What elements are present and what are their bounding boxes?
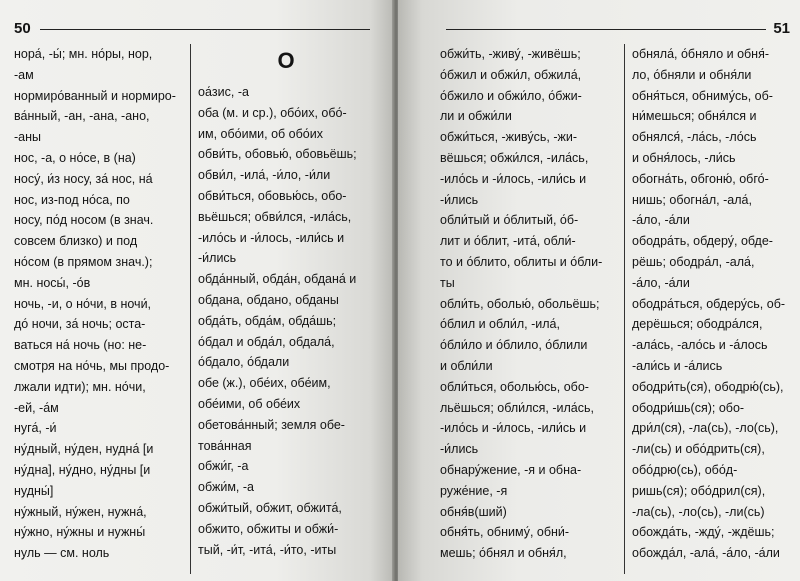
entry-line: носу́, и́з носу, за́ нос, на́ — [14, 171, 153, 186]
entry-line: -и́лись — [440, 442, 479, 457]
entry-column — [198, 44, 374, 560]
entry-line: оа́зис, -а — [198, 85, 249, 99]
entry-column — [440, 44, 618, 564]
entry-line: нос, -а, о но́се, в (на) — [14, 150, 136, 165]
entry-line: рёшь; ободра́л, -ала́, — [632, 254, 755, 269]
entry-line: ну́дный, ну́ден, нудна́ [и — [14, 442, 154, 457]
entry-line: обда́ть, обда́м, обда́шь; — [198, 313, 337, 328]
entry-line: до́ ночи, за́ ночь; оста- — [14, 317, 146, 332]
entry-line: обнару́жение, -я и обна- — [440, 462, 582, 477]
entry-line: обожда́ть, -жду́, -ждёшь; — [632, 525, 775, 540]
entry-line: обжи́тый, обжит, обжита́, — [198, 500, 342, 515]
entry-line: обви́л, -ила́, -и́ло, -и́ли — [198, 168, 331, 183]
entry-line: -али́сь и -а́лись — [632, 358, 723, 373]
entry-line: това́нная — [198, 438, 252, 453]
entry-line: ободра́ть, обдеру́, обде- — [632, 234, 773, 249]
entry-line: вьёшься; обви́лся, -ила́сь, — [198, 209, 352, 224]
page-number: 51 — [773, 20, 790, 37]
left-page — [0, 0, 394, 581]
entry-line: -ило́сь и -и́лось, -или́сь и — [440, 421, 587, 436]
entry-line: но́сом (в прямом знач.); — [14, 254, 153, 269]
entry-line: обо́дрю(сь), обо́д- — [632, 462, 738, 477]
column-divider — [624, 44, 625, 574]
entry-line: -аны — [14, 130, 42, 145]
entry-line: то и о́блито, облиты и о́бли- — [440, 254, 603, 269]
entry-line: ты — [440, 275, 455, 290]
entry-line: мешь; о́бнял и обня́л, — [440, 546, 567, 561]
entry-line: обогна́ть, обгоню́, обго́- — [632, 171, 769, 186]
entry-line: -и́лись — [198, 251, 237, 266]
entry-line: нуль — см. ноль — [14, 546, 110, 561]
entry-line: обня́в(ший) — [440, 504, 507, 519]
entry-line: ва́нный, -ан, -ана, -ано, — [14, 109, 150, 124]
entry-line: -и́лись — [440, 192, 479, 207]
header-rule — [40, 29, 370, 30]
entry-line: обли́тый и о́блитый, о́б- — [440, 213, 579, 228]
entry-line: -ей, -а́м — [14, 400, 59, 415]
entry-line: обня́ть, обниму́, обни́- — [440, 525, 570, 540]
entry-line: -ам — [14, 67, 34, 82]
entry-line: обожда́л, -ала́, -а́ло, -а́ли — [632, 546, 780, 561]
entry-line: о́бжил и обжи́л, обжила́, — [440, 67, 582, 82]
entry-line: обли́ть, оболью́, обольёшь; — [440, 296, 600, 311]
entry-line: обли́ться, оболью́сь, обо- — [440, 379, 589, 394]
entry-line: обе́ими, об обе́их — [198, 396, 301, 411]
entry-line: ободра́ться, обдеру́сь, об- — [632, 296, 786, 311]
header-rule — [446, 29, 766, 30]
entry-line: ваться на́ ночь (но: не- — [14, 338, 147, 353]
entry-line: обняла́, о́бняло и обня́- — [632, 47, 770, 61]
entry-line: лжали идти); мн. но́чи, — [14, 379, 146, 394]
entry-line: обе (ж.), обе́их, обе́им, — [198, 376, 331, 391]
entry-line: вёшься; обжи́лся, -ила́сь, — [440, 150, 589, 165]
entry-line: ну́жный, ну́жен, нужна́, — [14, 504, 147, 519]
entry-line: ришь(ся); обо́дрил(ся), — [632, 483, 766, 498]
entry-line: обжи́ть, -живу́, -живёшь; — [440, 47, 581, 61]
entry-line: дри́л(ся), -ла(сь), -ло(сь), — [632, 421, 779, 436]
entry-line: обдана, обдано, обданы — [198, 292, 339, 307]
entry-line: нуга́, -и́ — [14, 421, 57, 436]
entry-line: оба (м. и ср.), обо́их, обо́- — [198, 105, 347, 120]
entry-line: -ала́сь, -ало́сь и -а́лось — [632, 338, 768, 353]
entry-line: совсем близко) и под — [14, 234, 138, 249]
entry-line: носу, по́д носом (в знач. — [14, 213, 154, 228]
entry-line: обви́ться, обовью́сь, обо- — [198, 188, 347, 203]
entry-line: и обня́лось, -ли́сь — [632, 150, 736, 165]
entry-line: ло, о́бняли и обня́ли — [632, 67, 752, 82]
entry-line: обда́нный, обда́н, обдана́ и — [198, 272, 357, 287]
entry-line: ли и обжи́ли — [440, 109, 512, 124]
entry-line: о́бжило и обжи́ло, о́бжи- — [440, 88, 582, 103]
entry-line: мн. носы́, -о́в — [14, 275, 91, 290]
entry-column — [14, 44, 180, 564]
entry-line: обжи́г, -а — [198, 459, 249, 474]
entry-line: обжи́м, -а — [198, 480, 254, 495]
entry-line: смотря на но́чь, мы продо- — [14, 358, 170, 373]
letter-heading: О — [277, 48, 295, 73]
entry-line: ни́мешься; обня́лся и — [632, 109, 757, 124]
entry-line: обетова́нный; земля обе- — [198, 417, 345, 432]
entry-line: нудны́] — [14, 483, 54, 498]
entry-lines — [198, 82, 374, 560]
right-page — [398, 0, 800, 581]
entry-line: ночь, -и, о но́чи, в ночи́, — [14, 296, 152, 311]
entry-line: и обли́ли — [440, 358, 493, 373]
entry-column — [632, 44, 792, 564]
entry-line: -ли(сь) и обо́дрить(ся), — [632, 442, 765, 457]
entry-line: обжи́ться, -живу́сь, -жи- — [440, 130, 578, 145]
entry-line: дерёшься; ободра́лся, — [632, 317, 763, 332]
entry-line: обня́ться, обниму́сь, об- — [632, 88, 773, 103]
entry-line: ну́жно, ну́жны и нужны́ — [14, 525, 146, 540]
entry-line: ободри́шь(ся); обо- — [632, 400, 745, 415]
entry-line: льёшься; обли́лся, -ила́сь, — [440, 400, 594, 415]
entry-line: обви́ть, обовью́, обовьёшь; — [198, 147, 357, 162]
entry-line: -а́ло, -а́ли — [632, 213, 690, 228]
entry-line: обжито, обжиты и обжи́- — [198, 521, 339, 536]
entry-line: о́бли́ло и о́блило, о́блили — [440, 338, 588, 353]
entry-line: о́бдал и обда́л, обдала́, — [198, 334, 335, 349]
entry-line: обнялся́, -ла́сь, -ло́сь — [632, 130, 757, 145]
entry-line: -ла(сь), -ло(сь), -ли(сь) — [632, 504, 765, 519]
entry-line: им, обо́ими, об обо́их — [198, 126, 323, 141]
entry-line: нишь; обогна́л, -ала́, — [632, 192, 752, 207]
entry-line: лит и о́блит, -ита́, обли́- — [440, 234, 576, 249]
page-number: 50 — [14, 20, 31, 37]
entry-line: нора́, -ы́; мн. но́ры, нор, — [14, 47, 153, 61]
entry-line: тый, -и́т, -ита́, -и́то, -иты — [198, 542, 337, 557]
entry-line: ну́дна], ну́дно, ну́дны [и — [14, 462, 151, 477]
entry-line: -ило́сь и -и́лось, -или́сь и — [198, 230, 345, 245]
entry-line: -а́ло, -а́ли — [632, 275, 690, 290]
entry-line: нормиро́ванный и нормиро- — [14, 88, 176, 103]
entry-line: -ило́сь и -и́лось, -или́сь и — [440, 171, 587, 186]
entry-line: ободри́ть(ся), ободрю́(сь), — [632, 379, 784, 394]
column-divider — [190, 44, 191, 574]
entry-line: нос, из-под но́са, по — [14, 192, 130, 207]
entry-line: о́блил и обли́л, -ила́, — [440, 317, 560, 332]
entry-line: о́бдало, о́бдали — [198, 355, 290, 370]
entry-line: руже́ние, -я — [440, 483, 508, 498]
